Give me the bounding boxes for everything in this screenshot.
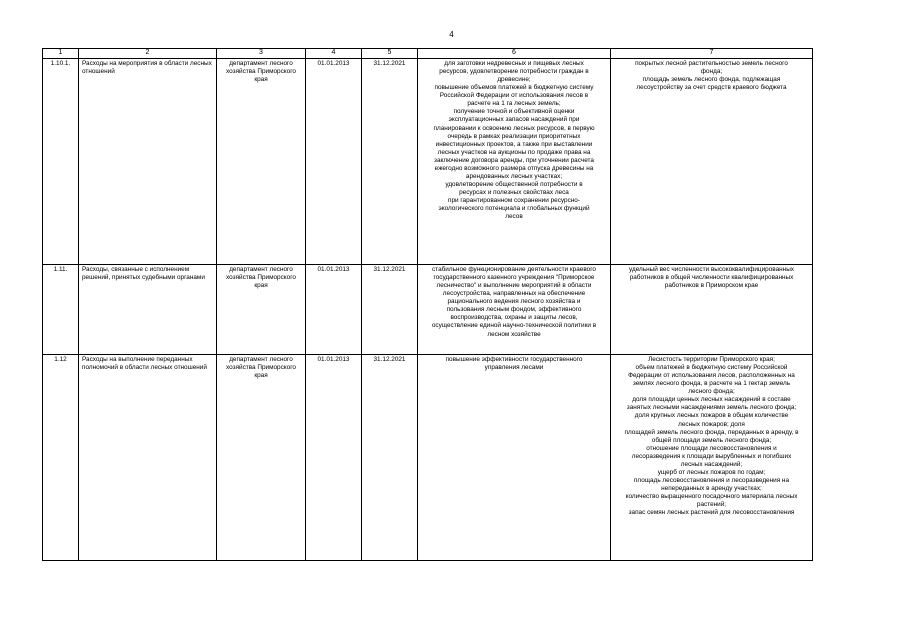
row-number: 1.10.1. (43, 59, 79, 265)
indicators (611, 59, 813, 265)
text-line: расчете на 1 га лесных земель; (467, 100, 561, 108)
text-line: лесоустройства, направленных на обеспечение (442, 290, 586, 298)
program-table (42, 48, 813, 561)
text-line: для заготовки недревесных и пищевых лесных (444, 60, 584, 67)
expected-results (418, 265, 611, 355)
column-header: 5 (362, 49, 418, 59)
text-line: доля крупных лесных пожаров в общем количестве (634, 412, 789, 420)
executor: департамент лесного хозяйства Приморского края (217, 59, 306, 265)
text-line: осуществление единой научно-технической политики в (431, 322, 597, 330)
text-line: лесном хозяйстве (487, 330, 541, 338)
text-line: стабильное функционирование деятельности краевого (432, 266, 596, 273)
event-name: Расходы, связанные с исполнением решений, принятых судебными органами (79, 265, 217, 355)
text-line: работников в Приморском крае (664, 282, 759, 290)
text-line: занятых лесными насаждениями земель лесного фонда; (626, 404, 797, 412)
text-line: удельный вес численности высококвалифицированных (629, 266, 794, 273)
text-line: лесных участков на аукционы по продаже права на (437, 148, 591, 156)
text-line: арендованных лесных участках; (465, 172, 563, 180)
expected-results (418, 355, 611, 561)
text-line: площадь лесовосстановления и лесоразведения на (633, 476, 790, 484)
indicators (611, 355, 813, 561)
text-line: ежегодно возможного размера отпуска древесины на (434, 164, 594, 172)
executor: департамент лесного хозяйства Приморского края (217, 265, 306, 355)
text-line: повышение объемов платежей в бюджетную систему (434, 84, 594, 92)
text-line: покрытых лесной растительностью земель лесного (635, 60, 788, 67)
text-line: количество выращенного посадочного материала лесных (625, 493, 798, 501)
text-line: лесных насаждений; (680, 460, 743, 468)
text-line: эксплуатационных запасов насаждений при (448, 116, 580, 124)
text-line: площадей земель лесного фонда, переданных в аренду, в (624, 428, 799, 436)
event-name: Расходы на мероприятия в области лесных отношений (79, 59, 217, 265)
text-line: запас семян лесных растений для лесовосстановления (628, 509, 795, 517)
text-line: очередь в рамках реализации приоритетных (447, 132, 581, 140)
text-line: лесоразведения к площади вырубленных и погибших (631, 452, 792, 460)
text-line: лесного фонда; (688, 388, 735, 396)
indicators (611, 265, 813, 355)
text-line: доля площади ценных лесных насаждений в составе (632, 396, 791, 404)
text-line: воспроизводства, охраны и защиты лесов, (450, 314, 578, 322)
text-line: ущерб от лесных пожаров по годам; (657, 468, 766, 476)
end-date: 31.12.2021 (362, 265, 418, 355)
text-line: планировании к освоению лесных ресурсов, в первую (433, 124, 595, 132)
text-line: инвестиционных проектов, а также при выставлении (435, 140, 593, 148)
end-date: 31.12.2021 (362, 59, 418, 265)
column-header: 3 (217, 49, 306, 59)
text-line: непереданных в аренду участках; (661, 485, 762, 492)
text-line: государственного казенного учреждения "Приморское (433, 274, 595, 282)
text-line: ресурсах и полезных свойствах леса (459, 189, 569, 196)
text-line: лесных пожаров; доля (678, 420, 745, 428)
expected-results (418, 59, 611, 265)
end-date: 31.12.2021 (362, 355, 418, 561)
text-line: площадь земель лесного фонда, подлежащая (642, 76, 781, 84)
text-line: пользования лесным фондом, эффективного (446, 306, 582, 314)
text-line: землях лесного фонда, в расчете на 1 гектар земель (632, 380, 791, 388)
text-line: древесине; (497, 76, 531, 84)
executor: департамент лесного хозяйства Приморского края (217, 355, 306, 561)
page-number: 4 (449, 30, 454, 39)
text-line: удовлетворение общественной потребности в (445, 180, 583, 188)
text-line: работников в общей численности квалифицированных (629, 274, 794, 282)
text-line: лесоустройству за счет средств краевого бюджета (636, 84, 787, 92)
header-row (43, 49, 813, 59)
text-line: рационального ведения лесного хозяйства и (447, 298, 581, 306)
text-line: получение точной и объективной оценки (453, 108, 575, 116)
column-header: 1 (43, 49, 79, 59)
start-date: 01.01.2013 (306, 59, 362, 265)
text-line: ресурсов, удовлетворение потребности граждан в (439, 68, 589, 76)
event-name: Расходы на выполнение переданных полномочий в области лесных отношений (79, 355, 217, 561)
table-row (43, 265, 813, 355)
column-header: 4 (306, 49, 362, 59)
text-line: Российской Федерации от использования лесов в (439, 92, 589, 100)
table-row (43, 59, 813, 265)
text-line: фонда; (700, 68, 723, 76)
text-line: Федерации от использования лесов, расположенных на (628, 372, 795, 380)
column-header: 7 (611, 49, 813, 59)
row-number: 1.12 (43, 355, 79, 561)
text-line: Лесистость территории Приморского края; (648, 356, 775, 363)
text-line: растений; (696, 501, 727, 509)
column-header: 6 (418, 49, 611, 59)
text-line: повышение эффективности государственного (445, 356, 583, 363)
text-line: управления лесами (484, 364, 544, 372)
start-date: 01.01.2013 (306, 265, 362, 355)
text-line: заключение договора аренды, при уточнении расчета (434, 156, 594, 164)
text-line: общей площади земель лесного фонда; (651, 436, 772, 444)
text-line: при гарантированном сохранении ресурсно- (448, 197, 580, 205)
text-line: лесов (505, 213, 523, 221)
column-header: 2 (79, 49, 217, 59)
text-line: объем платежей в бюджетную систему Российской (635, 364, 788, 372)
text-line: отношение площади лесовосстановления и (646, 444, 777, 452)
text-line: лесничество" и выполнение мероприятий в области (436, 282, 592, 290)
start-date: 01.01.2013 (306, 355, 362, 561)
table-row (43, 355, 813, 561)
row-number: 1.11. (43, 265, 79, 355)
text-line: экологического потенциала и глобальных функций (438, 205, 590, 213)
